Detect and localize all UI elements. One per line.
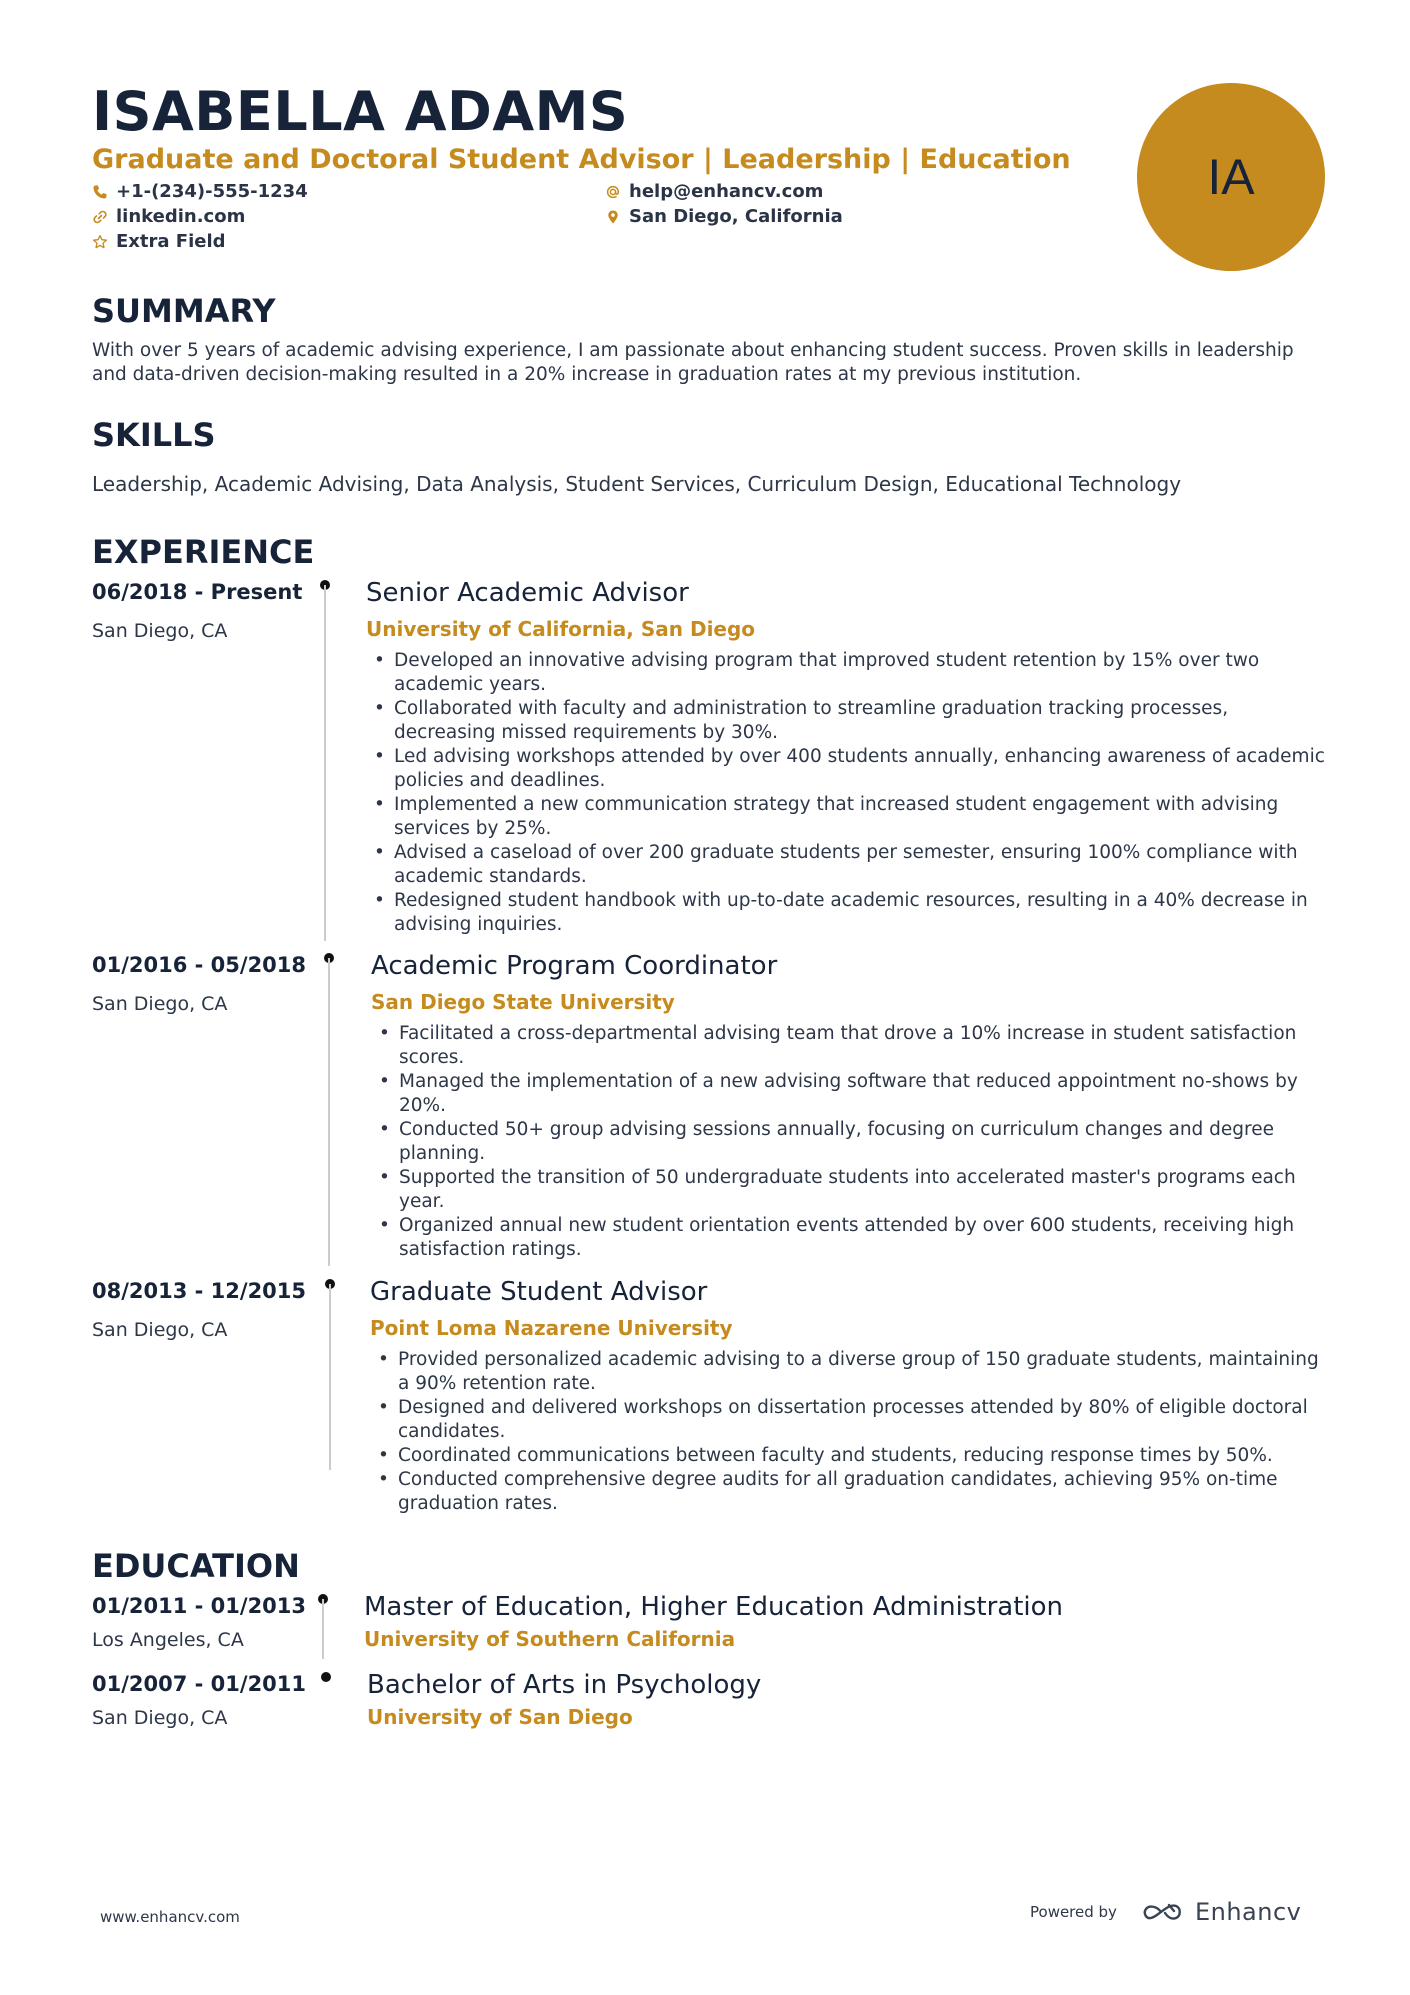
contact-location <box>605 205 843 229</box>
list-item: • Conducted 50+ group advising sessions annually, focusing on curriculum changes and degree planning. <box>371 1118 1326 1166</box>
timeline-dot <box>321 1672 331 1682</box>
list-item: • Collaborated with faculty and administration to streamline graduation tracking processes, decreasing missed requirements by 30%. <box>366 697 1326 745</box>
avatar-initials: IA <box>1207 149 1255 205</box>
experience-role: Academic Program Coordinator <box>371 951 778 981</box>
timeline-line <box>324 585 326 941</box>
list-item: • Managed the implementation of a new advising software that reduced appointment no-shows by 20%. <box>371 1070 1326 1118</box>
experience-org: San Diego State University <box>371 990 675 1014</box>
experience-location: San Diego, CA <box>92 993 228 1015</box>
phone-icon <box>92 184 108 200</box>
education-school: University of San Diego <box>367 1705 633 1729</box>
contact-linkedin[interactable] <box>92 205 245 229</box>
powered-by-label: Powered by <box>1030 1903 1117 1921</box>
phone-text: +1-(234)-555-1234 <box>116 181 308 202</box>
list-item: • Coordinated communications between faculty and students, reducing response times by 50%. <box>370 1444 1326 1468</box>
experience-location: San Diego, CA <box>92 1319 228 1341</box>
list-item: • Redesigned student handbook with up-to-date academic resources, resulting in a 40% decrease in advising inquiries. <box>366 889 1326 937</box>
education-heading: EDUCATION <box>92 1547 300 1585</box>
contact-email[interactable] <box>605 180 823 204</box>
list-item: • Facilitated a cross-departmental advising team that drove a 10% increase in student satisfaction scores. <box>371 1022 1326 1070</box>
list-item: • Designed and delivered workshops on dissertation processes attended by 80% of eligible doctoral candidates. <box>370 1396 1326 1444</box>
summary-heading: SUMMARY <box>92 292 276 330</box>
list-item: • Implemented a new communication strategy that increased student engagement with advising services by 25%. <box>366 793 1326 841</box>
experience-org: Point Loma Nazarene University <box>370 1316 733 1340</box>
skills-text: Leadership, Academic Advising, Data Analysis, Student Services, Curriculum Design, Educational Technology <box>92 472 1182 496</box>
experience-date: 06/2018 - Present <box>92 580 303 604</box>
link-icon <box>92 209 108 225</box>
skills-heading: SKILLS <box>92 416 216 454</box>
list-item: • Supported the transition of 50 undergraduate students into accelerated master's programs each year. <box>371 1166 1326 1214</box>
education-location: Los Angeles, CA <box>92 1629 244 1651</box>
location-text: San Diego, California <box>629 206 843 227</box>
infinity-logo-icon <box>1141 1899 1187 1925</box>
education-school: University of Southern California <box>364 1627 736 1651</box>
avatar <box>1137 83 1325 271</box>
at-icon <box>605 184 621 200</box>
list-item: • Led advising workshops attended by over 400 students annually, enhancing awareness of academic policies and deadlines. <box>366 745 1326 793</box>
timeline-line <box>322 1599 324 1659</box>
experience-bullets <box>366 649 1326 937</box>
experience-heading: EXPERIENCE <box>92 533 315 571</box>
list-item: • Organized annual new student orientation events attended by over 600 students, receiving high satisfaction ratings. <box>371 1214 1326 1262</box>
education-date: 01/2011 - 01/2013 <box>92 1594 307 1618</box>
brand-name: Enhancv <box>1194 1898 1302 1926</box>
experience-bullets <box>371 1022 1326 1262</box>
experience-date: 01/2016 - 05/2018 <box>92 953 307 977</box>
footer-website-link[interactable]: www.enhancv.com <box>100 1908 240 1926</box>
star-icon <box>92 234 108 250</box>
experience-role: Senior Academic Advisor <box>366 578 689 608</box>
experience-location: San Diego, CA <box>92 620 228 642</box>
list-item: • Conducted comprehensive degree audits for all graduation candidates, achieving 95% on-time graduation rates. <box>370 1468 1326 1516</box>
education-degree: Master of Education, Higher Education Administration <box>364 1592 1064 1622</box>
candidate-headline: Graduate and Doctoral Student Advisor | Leadership | Education <box>92 144 1071 175</box>
summary-text: With over 5 years of academic advising experience, I am passionate about enhancing student success. Proven skills in leadership and data-driven decision-making resulted in a 20% increase in graduation rates at my previous institution. <box>92 340 1294 385</box>
enhancv-logo[interactable] <box>1141 1898 1301 1926</box>
email-text: help@enhancv.com <box>629 181 824 202</box>
experience-org: University of California, San Diego <box>366 617 756 641</box>
experience-bullets <box>370 1348 1326 1516</box>
contact-phone[interactable] <box>92 180 308 204</box>
linkedin-text: linkedin.com <box>116 206 246 227</box>
location-pin-icon <box>605 209 621 225</box>
experience-date: 08/2013 - 12/2015 <box>92 1279 307 1303</box>
list-item: • Advised a caseload of over 200 graduate students per semester, ensuring 100% compliance with academic standards. <box>366 841 1326 889</box>
extra-field-text: Extra Field <box>116 231 226 252</box>
timeline-line <box>328 958 330 1266</box>
education-date: 01/2007 - 01/2011 <box>92 1672 307 1696</box>
education-degree: Bachelor of Arts in Psychology <box>367 1670 762 1700</box>
education-location: San Diego, CA <box>92 1707 228 1729</box>
list-item: • Developed an innovative advising program that improved student retention by 15% over two academic years. <box>366 649 1326 697</box>
experience-role: Graduate Student Advisor <box>370 1277 708 1307</box>
contact-extra <box>92 230 226 254</box>
timeline-line <box>329 1284 331 1470</box>
footer-branding <box>1030 1898 1301 1926</box>
list-item: • Provided personalized academic advising to a diverse group of 150 graduate students, maintaining a 90% retention rate. <box>370 1348 1326 1396</box>
candidate-name: ISABELLA ADAMS <box>92 80 629 143</box>
